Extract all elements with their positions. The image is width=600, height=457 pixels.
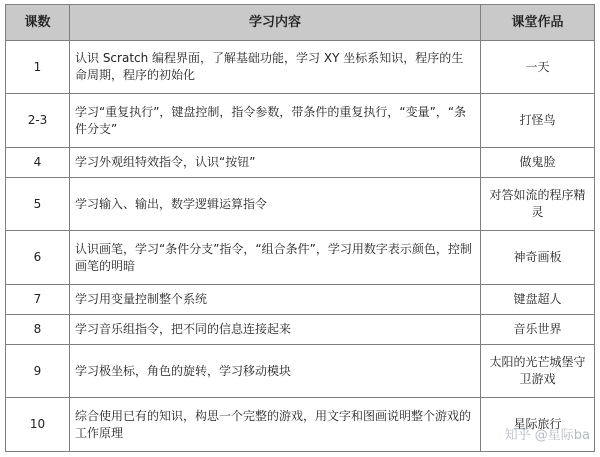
table-row bbox=[6, 94, 595, 147]
lesson-number: 6 bbox=[6, 231, 70, 284]
lesson-number: 8 bbox=[6, 314, 70, 344]
header-work: 课堂作品 bbox=[481, 5, 595, 41]
curriculum-table bbox=[5, 4, 595, 452]
lesson-work: 太阳的光芒城堡守卫游戏 bbox=[481, 345, 595, 398]
header-row bbox=[6, 5, 595, 41]
table-row bbox=[6, 398, 595, 452]
lesson-content: 学习极坐标，角色的旋转，学习移动模块 bbox=[70, 345, 481, 398]
lesson-work: 做鬼脸 bbox=[481, 147, 595, 177]
header-content: 学习内容 bbox=[70, 5, 481, 41]
lesson-number: 9 bbox=[6, 345, 70, 398]
lesson-number: 10 bbox=[6, 398, 70, 452]
watermark: 知乎 @星际ba bbox=[504, 428, 590, 443]
lesson-work: 一天 bbox=[481, 41, 595, 94]
lesson-work: 对答如流的程序精灵 bbox=[481, 177, 595, 230]
lesson-content: 学习音乐组指令，把不同的信息连接起来 bbox=[70, 314, 481, 344]
lesson-number: 7 bbox=[6, 284, 70, 314]
lesson-content: 认识 Scratch 编程界面，了解基础功能，学习 XY 坐标系知识，程序的生命周期，程序的初始化 bbox=[70, 41, 481, 94]
table-row bbox=[6, 231, 595, 284]
lesson-number: 1 bbox=[6, 41, 70, 94]
lesson-content: 综合使用已有的知识，构思一个完整的游戏，用文字和图画说明整个游戏的工作原理 bbox=[70, 398, 481, 452]
lesson-content: 认识画笔，学习“条件分支”指令，“组合条件”，学习用数字表示颜色，控制画笔的明暗 bbox=[70, 231, 481, 284]
header-lesson: 课数 bbox=[6, 5, 70, 41]
lesson-number: 2-3 bbox=[6, 94, 70, 147]
lesson-content: 学习输入、输出，数学逻辑运算指令 bbox=[70, 177, 481, 230]
table-row bbox=[6, 314, 595, 344]
lesson-number: 4 bbox=[6, 147, 70, 177]
table-row bbox=[6, 147, 595, 177]
lesson-content: 学习外观组特效指令，认识“按钮” bbox=[70, 147, 481, 177]
lesson-content: 学习用变量控制整个系统 bbox=[70, 284, 481, 314]
table-row bbox=[6, 177, 595, 230]
table-body bbox=[6, 41, 595, 452]
table-row bbox=[6, 284, 595, 314]
table-header bbox=[6, 5, 595, 41]
lesson-work: 星际旅行 bbox=[481, 398, 595, 452]
lesson-work: 神奇画板 bbox=[481, 231, 595, 284]
lesson-work: 打怪鸟 bbox=[481, 94, 595, 147]
lesson-work: 音乐世界 bbox=[481, 314, 595, 344]
table-row bbox=[6, 345, 595, 398]
lesson-number: 5 bbox=[6, 177, 70, 230]
lesson-content: 学习“重复执行”，键盘控制，指令参数，带条件的重复执行，“变量”，“条件分支” bbox=[70, 94, 481, 147]
table-row bbox=[6, 41, 595, 94]
lesson-work: 键盘超人 bbox=[481, 284, 595, 314]
